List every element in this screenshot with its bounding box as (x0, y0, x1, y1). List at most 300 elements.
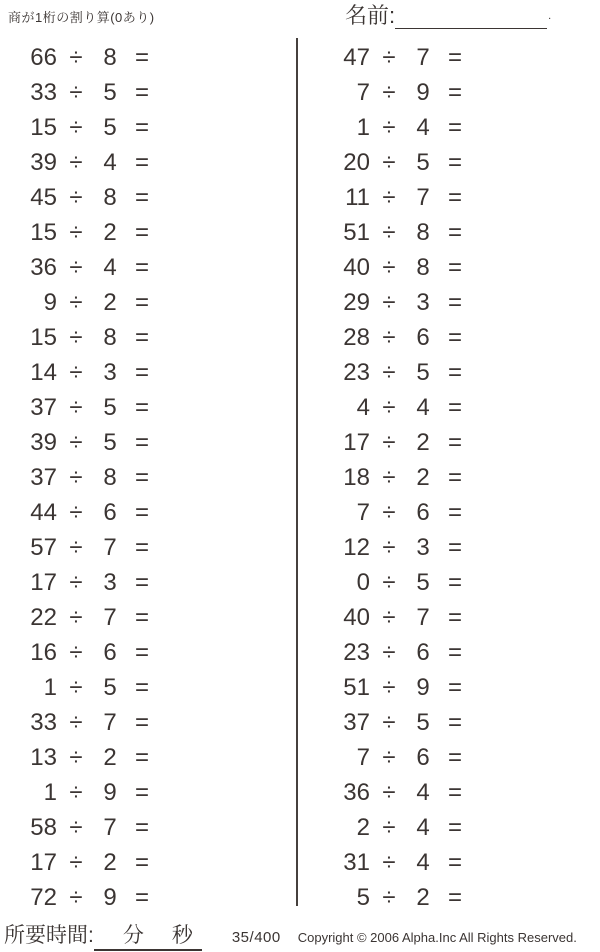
problem-row (325, 110, 532, 145)
equals-sign: = (447, 604, 462, 631)
problem-row (325, 880, 532, 915)
dividend: 40 (343, 604, 370, 631)
divide-icon: ÷ (69, 254, 83, 281)
divide-icon: ÷ (69, 744, 83, 771)
divide-icon: ÷ (382, 289, 396, 316)
divide-icon: ÷ (69, 219, 83, 246)
equals-sign: = (447, 219, 462, 246)
problem-row (12, 75, 219, 110)
equals-sign: = (134, 429, 149, 456)
divisor: 6 (416, 324, 430, 351)
divisor: 5 (103, 429, 117, 456)
problem-row (325, 495, 532, 530)
equals-sign: = (134, 534, 149, 561)
answer-space (472, 40, 532, 75)
divisor: 7 (103, 814, 117, 841)
equals-sign: = (134, 499, 149, 526)
dividend: 57 (30, 534, 57, 561)
divide-icon: ÷ (382, 394, 396, 421)
divide-icon: ÷ (382, 884, 396, 911)
problem-row (325, 565, 532, 600)
divisor: 9 (103, 779, 117, 806)
dividend: 13 (30, 744, 57, 771)
dividend: 37 (343, 709, 370, 736)
divisor: 4 (416, 814, 430, 841)
divisor: 2 (103, 849, 117, 876)
equals-sign: = (134, 289, 149, 316)
answer-space (159, 810, 219, 845)
divide-icon: ÷ (69, 464, 83, 491)
answer-space (159, 250, 219, 285)
problem-row (325, 670, 532, 705)
answer-space (159, 285, 219, 320)
answer-space (472, 355, 532, 390)
problem-row (325, 320, 532, 355)
problem-row (325, 705, 532, 740)
dividend: 33 (30, 79, 57, 106)
dividend: 22 (30, 604, 57, 631)
divisor: 8 (103, 464, 117, 491)
problem-row (325, 355, 532, 390)
answer-space (159, 670, 219, 705)
divisor: 2 (416, 429, 430, 456)
equals-sign: = (134, 744, 149, 771)
answer-space (472, 75, 532, 110)
divide-icon: ÷ (69, 884, 83, 911)
equals-sign: = (134, 884, 149, 911)
divide-icon: ÷ (382, 44, 396, 71)
divisor: 6 (103, 499, 117, 526)
problem-row (325, 740, 532, 775)
divide-icon: ÷ (382, 359, 396, 386)
equals-sign: = (447, 254, 462, 281)
answer-space (472, 215, 532, 250)
dividend: 15 (30, 219, 57, 246)
problem-row (12, 495, 219, 530)
divisor: 8 (103, 324, 117, 351)
problem-row (12, 285, 219, 320)
problem-row (12, 250, 219, 285)
problem-row (12, 215, 219, 250)
divisor: 3 (103, 359, 117, 386)
answer-space (159, 425, 219, 460)
divide-icon: ÷ (69, 114, 83, 141)
problem-row (325, 600, 532, 635)
equals-sign: = (134, 359, 149, 386)
answer-space (472, 285, 532, 320)
divisor: 5 (416, 149, 430, 176)
divisor: 4 (103, 254, 117, 281)
equals-sign: = (134, 324, 149, 351)
divide-icon: ÷ (382, 114, 396, 141)
answer-space (472, 110, 532, 145)
answer-space (159, 180, 219, 215)
divisor: 2 (103, 289, 117, 316)
answer-space (472, 390, 532, 425)
name-block (345, 2, 551, 29)
equals-sign: = (447, 569, 462, 596)
dividend: 37 (30, 464, 57, 491)
divide-icon: ÷ (382, 184, 396, 211)
equals-sign: = (447, 79, 462, 106)
dividend: 51 (343, 674, 370, 701)
answer-space (472, 530, 532, 565)
equals-sign: = (134, 569, 149, 596)
name-input-line (395, 3, 547, 29)
divisor: 5 (416, 709, 430, 736)
problem-row (12, 600, 219, 635)
divisor: 6 (416, 639, 430, 666)
answer-space (159, 390, 219, 425)
page-indicator: 35/400 (231, 929, 281, 946)
divisor: 4 (416, 114, 430, 141)
equals-sign: = (134, 779, 149, 806)
problem-row (12, 565, 219, 600)
divisor: 8 (103, 184, 117, 211)
dividend: 4 (356, 394, 370, 421)
equals-sign: = (447, 44, 462, 71)
divisor: 5 (103, 79, 117, 106)
divide-icon: ÷ (382, 464, 396, 491)
dividend: 31 (343, 849, 370, 876)
divide-icon: ÷ (69, 184, 83, 211)
divisor: 9 (416, 79, 430, 106)
dividend: 15 (30, 114, 57, 141)
divisor: 7 (416, 184, 430, 211)
divide-icon: ÷ (69, 324, 83, 351)
answer-space (472, 145, 532, 180)
divisor: 7 (103, 534, 117, 561)
equals-sign: = (447, 499, 462, 526)
equals-sign: = (134, 184, 149, 211)
problem-row (325, 425, 532, 460)
divisor: 6 (103, 639, 117, 666)
divide-icon: ÷ (69, 499, 83, 526)
dividend: 39 (30, 429, 57, 456)
equals-sign: = (447, 779, 462, 806)
dividend: 14 (30, 359, 57, 386)
divisor: 5 (103, 674, 117, 701)
dividend: 0 (356, 569, 370, 596)
minutes-unit-label: 分 (122, 924, 144, 947)
equals-sign: = (134, 254, 149, 281)
dividend: 2 (356, 814, 370, 841)
divisor: 9 (103, 884, 117, 911)
divisor: 3 (416, 289, 430, 316)
problem-row (12, 320, 219, 355)
answer-space (159, 40, 219, 75)
divide-icon: ÷ (69, 359, 83, 386)
problem-row (12, 180, 219, 215)
divisor: 2 (103, 219, 117, 246)
answer-space (159, 845, 219, 880)
equals-sign: = (447, 849, 462, 876)
problem-row (325, 215, 532, 250)
dividend: 17 (343, 429, 370, 456)
answer-space (472, 810, 532, 845)
problem-row (12, 775, 219, 810)
column-divider-line (296, 38, 298, 906)
time-required-label: 所要時間: (4, 924, 94, 947)
divide-icon: ÷ (382, 149, 396, 176)
divide-icon: ÷ (69, 44, 83, 71)
equals-sign: = (447, 464, 462, 491)
equals-sign: = (447, 324, 462, 351)
divide-icon: ÷ (382, 569, 396, 596)
problem-row (325, 145, 532, 180)
divisor: 8 (103, 44, 117, 71)
problem-row (325, 75, 532, 110)
answer-space (159, 565, 219, 600)
equals-sign: = (134, 464, 149, 491)
equals-sign: = (134, 44, 149, 71)
divisor: 6 (416, 499, 430, 526)
answer-space (159, 320, 219, 355)
answer-space (472, 460, 532, 495)
problem-row (12, 810, 219, 845)
worksheet-title: 商が1桁の割り算(0あり) (8, 10, 155, 25)
answer-space (159, 110, 219, 145)
answer-space (472, 180, 532, 215)
divide-icon: ÷ (382, 779, 396, 806)
dividend: 17 (30, 849, 57, 876)
copyright-notice: Copyright © 2006 Alpha.Inc All Rights Reserved. (297, 930, 577, 945)
divide-icon: ÷ (382, 254, 396, 281)
dividend: 23 (343, 639, 370, 666)
problem-row (12, 40, 219, 75)
divide-icon: ÷ (69, 814, 83, 841)
divisor: 8 (416, 219, 430, 246)
seconds-unit-label: 秒 (171, 924, 193, 947)
divide-icon: ÷ (69, 639, 83, 666)
divisor: 7 (416, 44, 430, 71)
answer-space (472, 425, 532, 460)
equals-sign: = (447, 534, 462, 561)
divisor: 4 (416, 394, 430, 421)
divisor: 3 (103, 569, 117, 596)
dividend: 7 (356, 499, 370, 526)
dividend: 7 (356, 744, 370, 771)
divide-icon: ÷ (69, 674, 83, 701)
divisor: 2 (103, 744, 117, 771)
dividend: 16 (30, 639, 57, 666)
problems-column-right (325, 40, 532, 915)
answer-space (472, 670, 532, 705)
dividend: 1 (43, 779, 57, 806)
divide-icon: ÷ (69, 394, 83, 421)
equals-sign: = (447, 184, 462, 211)
problem-row (12, 390, 219, 425)
dividend: 9 (43, 289, 57, 316)
answer-space (472, 740, 532, 775)
name-line-end-mark: . (548, 10, 552, 22)
problem-row (12, 740, 219, 775)
answer-space (159, 880, 219, 915)
divisor: 9 (416, 674, 430, 701)
divide-icon: ÷ (382, 429, 396, 456)
divide-icon: ÷ (69, 569, 83, 596)
divide-icon: ÷ (69, 289, 83, 316)
divisor: 5 (103, 394, 117, 421)
equals-sign: = (447, 114, 462, 141)
dividend: 40 (343, 254, 370, 281)
answer-space (472, 880, 532, 915)
problem-row (12, 705, 219, 740)
time-input-line (94, 919, 202, 951)
problem-row (12, 880, 219, 915)
divide-icon: ÷ (382, 604, 396, 631)
equals-sign: = (447, 289, 462, 316)
dividend: 15 (30, 324, 57, 351)
dividend: 20 (343, 149, 370, 176)
divide-icon: ÷ (382, 814, 396, 841)
equals-sign: = (447, 429, 462, 456)
divisor: 7 (103, 709, 117, 736)
answer-space (472, 600, 532, 635)
dividend: 45 (30, 184, 57, 211)
answer-space (159, 600, 219, 635)
divisor: 8 (416, 254, 430, 281)
dividend: 12 (343, 534, 370, 561)
divide-icon: ÷ (69, 149, 83, 176)
problem-row (325, 635, 532, 670)
problem-row (325, 775, 532, 810)
dividend: 37 (30, 394, 57, 421)
divisor: 6 (416, 744, 430, 771)
problem-row (12, 530, 219, 565)
divide-icon: ÷ (69, 849, 83, 876)
equals-sign: = (447, 884, 462, 911)
divide-icon: ÷ (69, 429, 83, 456)
problem-row (325, 530, 532, 565)
equals-sign: = (447, 674, 462, 701)
footer (4, 919, 596, 951)
problem-row (12, 425, 219, 460)
equals-sign: = (447, 359, 462, 386)
equals-sign: = (447, 149, 462, 176)
answer-space (472, 775, 532, 810)
divide-icon: ÷ (382, 674, 396, 701)
divisor: 4 (416, 779, 430, 806)
dividend: 58 (30, 814, 57, 841)
divisor: 2 (416, 884, 430, 911)
equals-sign: = (447, 814, 462, 841)
answer-space (159, 355, 219, 390)
answer-space (159, 530, 219, 565)
dividend: 66 (30, 44, 57, 71)
answer-space (159, 75, 219, 110)
divisor: 4 (103, 149, 117, 176)
answer-space (472, 495, 532, 530)
problem-row (325, 250, 532, 285)
dividend: 5 (356, 884, 370, 911)
equals-sign: = (134, 709, 149, 736)
problem-row (325, 460, 532, 495)
dividend: 36 (343, 779, 370, 806)
answer-space (472, 705, 532, 740)
problem-row (325, 285, 532, 320)
divide-icon: ÷ (382, 849, 396, 876)
equals-sign: = (134, 114, 149, 141)
divide-icon: ÷ (382, 744, 396, 771)
dividend: 29 (343, 289, 370, 316)
dividend: 28 (343, 324, 370, 351)
equals-sign: = (134, 639, 149, 666)
problem-row (325, 390, 532, 425)
divisor: 3 (416, 534, 430, 561)
answer-space (159, 705, 219, 740)
problems-column-left (12, 40, 219, 915)
answer-space (159, 460, 219, 495)
equals-sign: = (447, 639, 462, 666)
answer-space (472, 635, 532, 670)
divisor: 5 (416, 569, 430, 596)
divisor: 7 (103, 604, 117, 631)
equals-sign: = (447, 709, 462, 736)
divide-icon: ÷ (69, 604, 83, 631)
problem-row (325, 40, 532, 75)
answer-space (159, 495, 219, 530)
dividend: 17 (30, 569, 57, 596)
divisor: 4 (416, 849, 430, 876)
equals-sign: = (447, 394, 462, 421)
dividend: 44 (30, 499, 57, 526)
divide-icon: ÷ (382, 324, 396, 351)
divisor: 2 (416, 464, 430, 491)
dividend: 36 (30, 254, 57, 281)
divide-icon: ÷ (382, 709, 396, 736)
divide-icon: ÷ (382, 639, 396, 666)
equals-sign: = (134, 219, 149, 246)
problem-row (12, 670, 219, 705)
divide-icon: ÷ (382, 219, 396, 246)
dividend: 33 (30, 709, 57, 736)
divide-icon: ÷ (69, 709, 83, 736)
dividend: 1 (43, 674, 57, 701)
answer-space (159, 775, 219, 810)
equals-sign: = (134, 674, 149, 701)
equals-sign: = (134, 394, 149, 421)
divide-icon: ÷ (382, 79, 396, 106)
dividend: 51 (343, 219, 370, 246)
problem-row (325, 845, 532, 880)
divisor: 5 (416, 359, 430, 386)
divisor: 5 (103, 114, 117, 141)
problem-row (12, 145, 219, 180)
divide-icon: ÷ (382, 499, 396, 526)
equals-sign: = (134, 79, 149, 106)
equals-sign: = (447, 744, 462, 771)
problem-row (325, 180, 532, 215)
equals-sign: = (134, 149, 149, 176)
problem-row (325, 810, 532, 845)
divide-icon: ÷ (69, 79, 83, 106)
answer-space (472, 250, 532, 285)
equals-sign: = (134, 604, 149, 631)
problem-row (12, 635, 219, 670)
dividend: 72 (30, 884, 57, 911)
answer-space (472, 845, 532, 880)
problem-row (12, 355, 219, 390)
answer-space (472, 565, 532, 600)
problem-row (12, 460, 219, 495)
divide-icon: ÷ (382, 534, 396, 561)
dividend: 23 (343, 359, 370, 386)
dividend: 1 (356, 114, 370, 141)
answer-space (159, 740, 219, 775)
dividend: 47 (343, 44, 370, 71)
answer-space (159, 215, 219, 250)
